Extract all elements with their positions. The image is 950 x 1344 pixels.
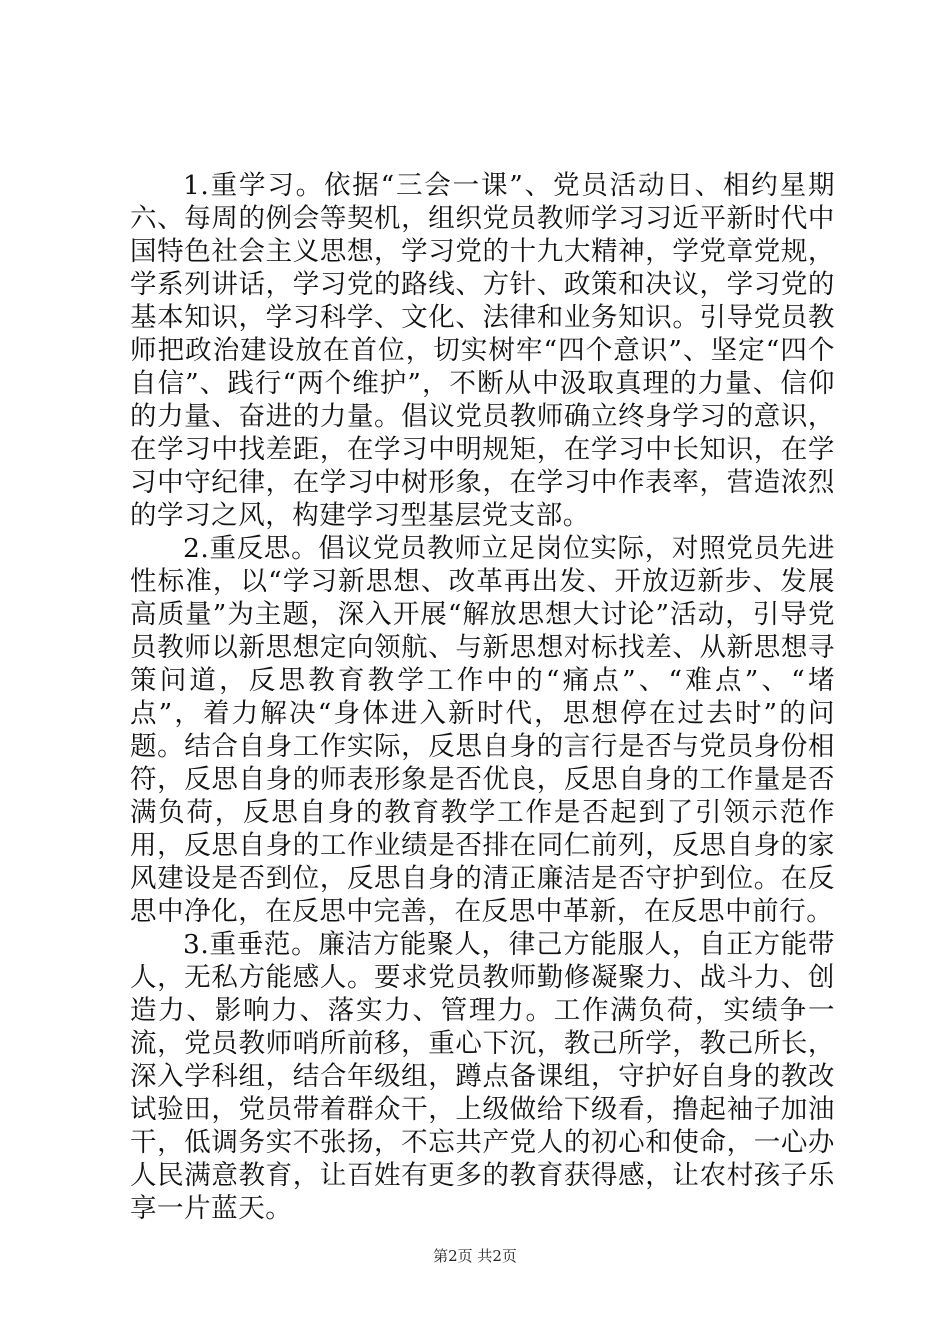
paragraph-3: 3.重垂范。廉洁方能聚人，律己方能服人，自正方能带人，无私方能感人。要求党员教师勤修凝聚力、战斗力、创造力、影响力、落实力、管理力。工作满负荷，实绩争一流，党员教师哨所前移，重心下沉，教己所学，教己所长，深入学科组，结合年级组，蹲点备课组，守护好自身的教改试验田，党员带着群众干，上级做给下级看，撸起袖子加油干，低调务实不张扬，不忘共产党人的初心和使命，一心办人民满意教育，让百姓有更多的教育获得感，让农村孩子乐享一片蓝天。 [130, 929, 835, 1224]
paragraph-1: 1.重学习。依据“三会一课”、党员活动日、相约星期六、每周的例会等契机，组织党员教师学习习近平新时代中国特色社会主义思想，学习党的十九大精神，学党章党规，学系列讲话，学习党的路线、方针、政策和决议，学习党的基本知识，学习科学、文化、法律和业务知识。引导党员教师把政治建设放在首位，切实树牢“四个意识”、坚定“四个自信”、践行“两个维护”，不断从中汲取真理的力量、信仰的力量、奋进的力量。倡议党员教师确立终身学习的意识，在学习中找差距，在学习中明规矩，在学习中长知识，在学习中守纪律，在学习中树形象，在学习中作表率，营造浓烈的学习之风，构建学习型基层党支部。 [130, 170, 835, 531]
page-footer: 第2页 共2页 [433, 1247, 517, 1265]
paragraph-2: 2.重反思。倡议党员教师立足岗位实际，对照党员先进性标准，以“学习新思想、改革再出发、开放迈新步、发展高质量”为主题，深入开展“解放思想大讨论”活动，引导党员教师以新思想定向领航、与新思想对标找差、从新思想寻策问道，反思教育教学工作中的“痛点”、“难点”、“堵点”，着力解决“身体进入新时代，思想停在过去时”的问题。结合自身工作实际，反思自身的言行是否与党员身份相符，反思自身的师表形象是否优良，反思自身的工作量是否满负荷，反思自身的教育教学工作是否起到了引领示范作用，反思自身的工作业绩是否排在同仁前列，反思自身的家风建设是否到位，反思自身的清正廉洁是否守护到位。在反思中净化，在反思中完善，在反思中革新，在反思中前行。 [130, 533, 835, 927]
document-body [130, 169, 835, 1225]
